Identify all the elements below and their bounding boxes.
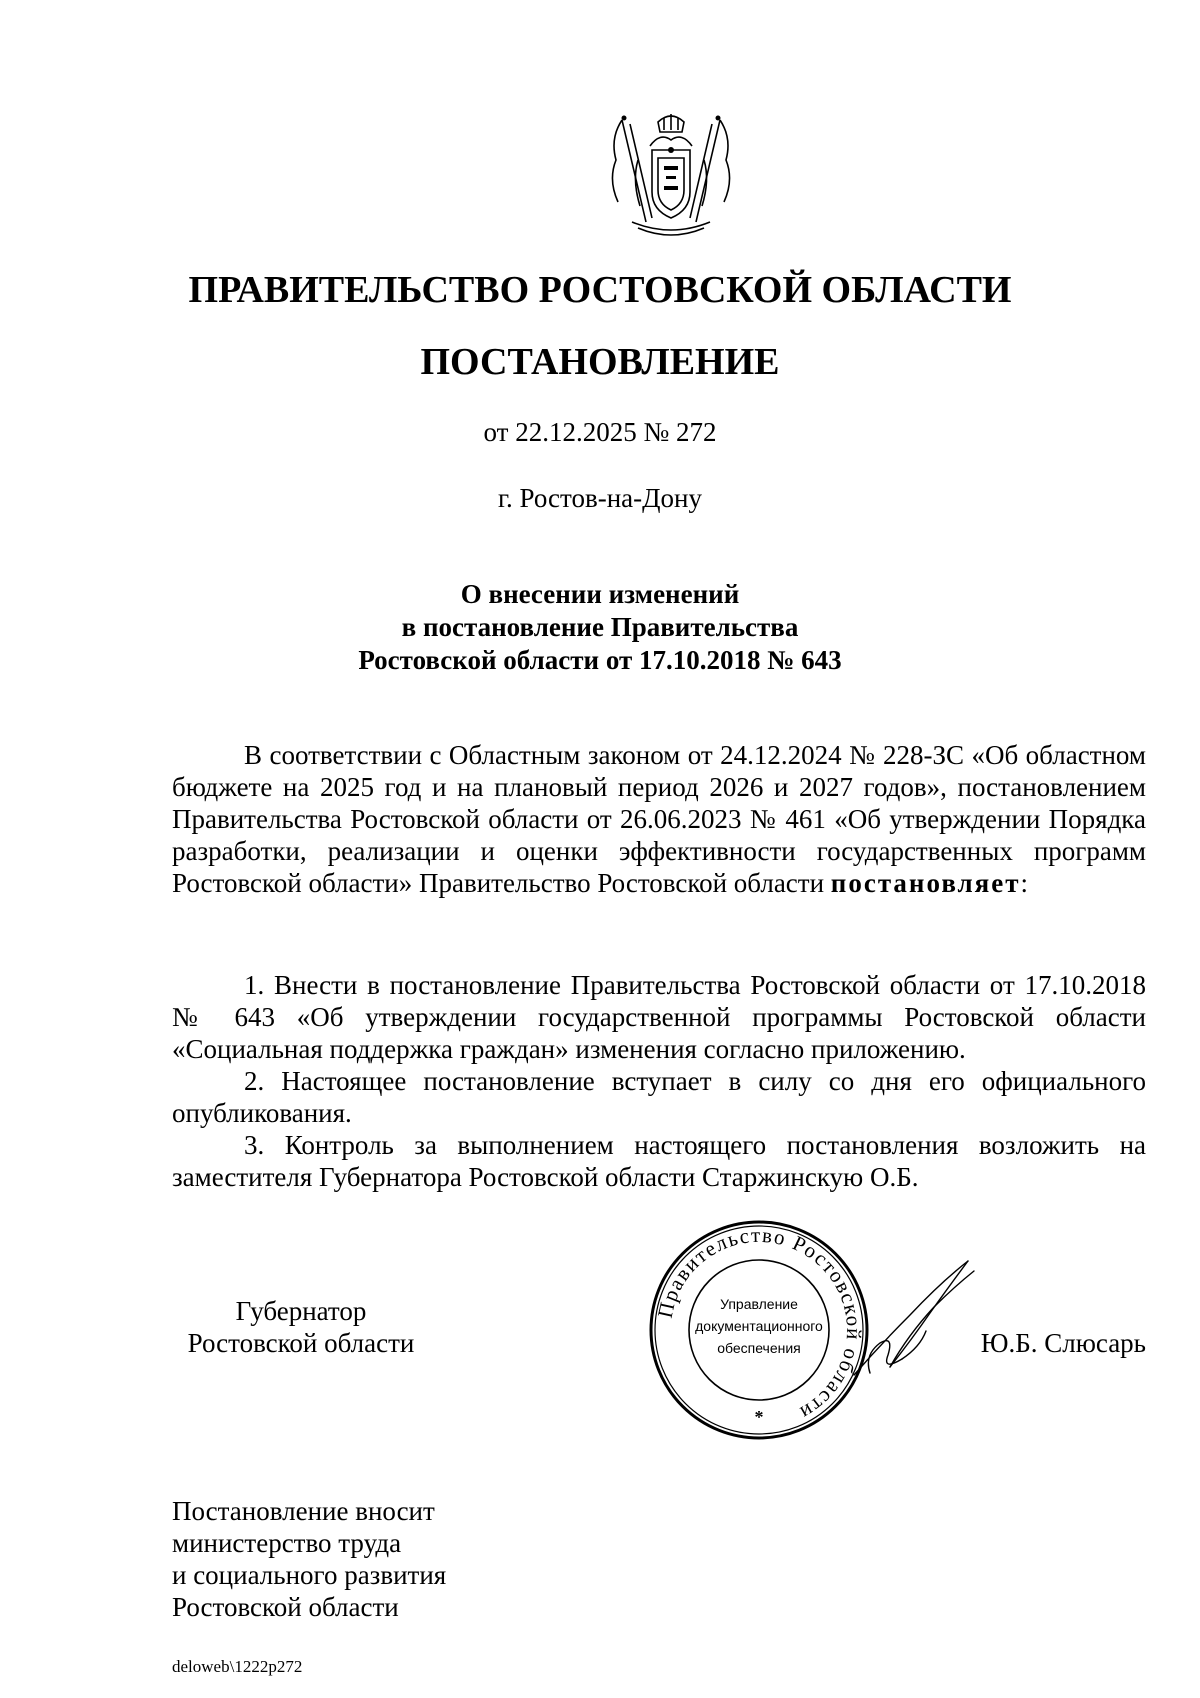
introduced-by-line: Ростовской области bbox=[172, 1592, 399, 1622]
introduced-by-line: Постановление вносит bbox=[172, 1496, 435, 1526]
subject-line: Ростовской области от 17.10.2018 № 643 bbox=[358, 645, 842, 675]
file-reference: deloweb\1222p272 bbox=[172, 1657, 303, 1676]
document-type: ПОСТАНОВЛЕНИЕ bbox=[420, 341, 780, 383]
document-subject bbox=[0, 578, 1200, 677]
resolution-point: 2. Настоящее постановление вступает в силу со дня его официального опубликования. bbox=[172, 1066, 1146, 1128]
issue-city: г. Ростов-на-Дону bbox=[497, 483, 702, 513]
preamble-text: В соответствии с Областным законом от 24.12.2024 № 228-ЗС «Об областном бюджете на 2025 год и на плановый период 2026 и 2027 годов», постановлением Правительства Ростовской области от 26.06.2023 № 461 «Об утверждении Порядка разработки, реализации и оценки эффективности государственных программ Ростовской области» Правительство Ростовской области bbox=[172, 740, 1146, 898]
seal-inner-line: документационного bbox=[695, 1318, 823, 1334]
signer-name: Ю.Б. Слюсарь bbox=[980, 1328, 1146, 1358]
resolution-point: 1. Внести в постановление Правительства Ростовской области от 17.10.2018 № 643 «Об утверждении государственной программы Ростовской области «Социальная поддержка граждан» изменения согласно приложению. bbox=[172, 970, 1146, 1064]
coat-of-arms-icon bbox=[602, 110, 740, 242]
preamble-paragraph bbox=[172, 739, 1146, 899]
preamble-suffix: : bbox=[1020, 868, 1029, 898]
subject-line: в постановление Правительства bbox=[401, 612, 799, 642]
resolution-point: 3. Контроль за выполнением настоящего постановления возложить на заместителя Губернатора Ростовской области Старжинскую О.Б. bbox=[172, 1130, 1146, 1192]
signer-title bbox=[176, 1295, 426, 1359]
signer-title-line: Губернатор bbox=[235, 1296, 367, 1326]
resolution-points bbox=[172, 969, 1146, 1193]
introduced-by-line: и социального развития bbox=[172, 1560, 447, 1590]
seal-outer-text: Правительство Ростовской области bbox=[652, 1222, 867, 1426]
preamble bbox=[172, 739, 1146, 899]
handwritten-signature bbox=[850, 1255, 980, 1385]
introduced-by bbox=[172, 1495, 446, 1623]
seal-inner-line: Управление bbox=[720, 1296, 798, 1312]
seal-star: * bbox=[754, 1407, 764, 1427]
signer-title-line: Ростовской области bbox=[187, 1328, 415, 1358]
subject-line: О внесении изменений bbox=[460, 579, 740, 609]
decree-word: постановляет bbox=[830, 868, 1021, 898]
seal-inner-line: обеспечения bbox=[717, 1340, 801, 1356]
official-seal bbox=[646, 1217, 872, 1443]
introduced-by-line: министерство труда bbox=[172, 1528, 402, 1558]
organization-title: ПРАВИТЕЛЬСТВО РОСТОВСКОЙ ОБЛАСТИ bbox=[188, 269, 1012, 311]
document-date-number: от 22.12.2025 № 272 bbox=[483, 417, 717, 447]
